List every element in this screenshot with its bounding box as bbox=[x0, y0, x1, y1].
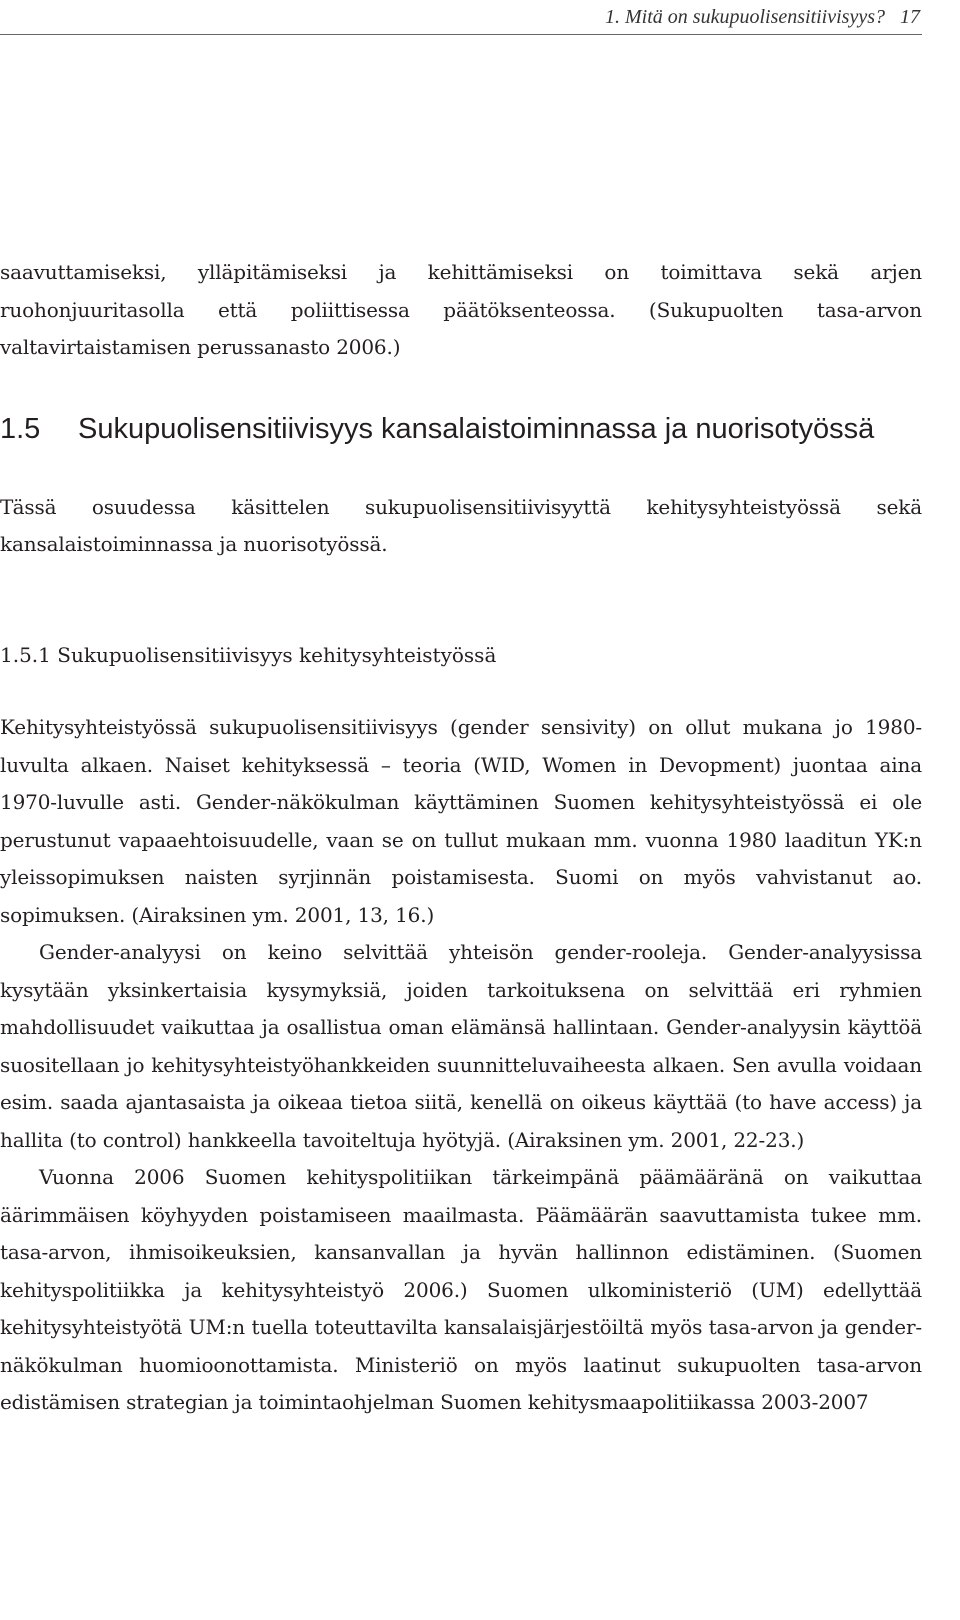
section-number: 1.5 bbox=[0, 412, 41, 445]
header-rule bbox=[0, 34, 922, 35]
section-intro-paragraph: Tässä osuudessa käsittelen sukupuolisensitiivisyyttä kehitysyhteistyössä sekä kansalaistoiminnassa ja nuorisotyössä. bbox=[0, 494, 922, 556]
subsection-heading: 1.5.1 Sukupuolisensitiivisyys kehitysyhteistyössä bbox=[0, 642, 497, 667]
body-paragraph: Kehitysyhteistyössä sukupuolisensitiivisyys (gender sensivity) on ollut mukana jo 1980-luvulta alkaen. Naiset kehityksessä – teoria (WID, Women in Devopment) juontaa aina 1970-luvulle asti. Gender-näkökulman käyttäminen Suomen kehitysyhteistyössä ei ole perustunut vapaaehtoisuudelle, vaan se on tullut mukaan mm. vuonna 1980 laaditun YK:n yleissopimuksen naisten syrjinnän poistamisesta. Suomi on myös vahvistanut ao. sopimuksen. (Airaksinen ym. 2001, 13, 16.) bbox=[0, 715, 922, 927]
section-title: Sukupuolisensitiivisyys kansalaistoiminnassa ja nuorisotyössä bbox=[78, 412, 875, 445]
body-paragraph: Vuonna 2006 Suomen kehityspolitiikan tärkeimpänä päämääränä on vaikuttaa äärimmäisen köyhyyden poistamiseen maailmasta. Päämäärän saavuttamista tukee mm. tasa-arvon, ihmisoikeuksien, kansanvallan ja hyvän hallinnon edistäminen. (Suomen kehityspolitiikka ja kehitysyhteistyö 2006.) Suomen ulkoministeriö (UM) edellyttää kehitysyhteistyötä UM:n tuella toteuttavilta kansalaisjärjestöiltä myös tasa-arvon ja gender-näkökulman huomioonottamista. Ministeriö on myös laatinut sukupuolten tasa-arvon edistämisen strategian ja toimintaohjelman Suomen kehitysmaapolitiikassa 2003-2007 bbox=[0, 1165, 922, 1414]
section-heading bbox=[0, 411, 922, 447]
body-paragraph: Gender-analyysi on keino selvittää yhteisön gender-rooleja. Gender-analyysissa kysytään yksinkertaisia kysymyksiä, joiden tarkoituksena on selvittää eri ryhmien mahdollisuudet vaikuttaa ja osallistua oman elämänsä hallintaan. Gender-analyysin käyttöä suositellaan jo kehitysyhteistyöhankkeiden suunnitteluvaiheesta alkaen. Sen avulla voidaan esim. saada ajantasaista ja oikeaa tietoa siitä, kenellä on oikeus käyttää (to have access) ja hallita (to control) hankkeella tavoiteltuja hyötyjä. (Airaksinen ym. 2001, 22-23.) bbox=[0, 940, 922, 1152]
intro-paragraph: saavuttamiseksi, ylläpitämiseksi ja kehittämiseksi on toimittava sekä arjen ruohonjuuritasolla että poliittisessa päätöksenteossa. (Sukupuolten tasa-arvon valtavirtaistamisen perussanasto 2006.) bbox=[0, 260, 922, 359]
page-body bbox=[0, 254, 922, 1422]
running-head: 1. Mitä on sukupuolisensitiivisyys? 17 bbox=[605, 6, 920, 28]
